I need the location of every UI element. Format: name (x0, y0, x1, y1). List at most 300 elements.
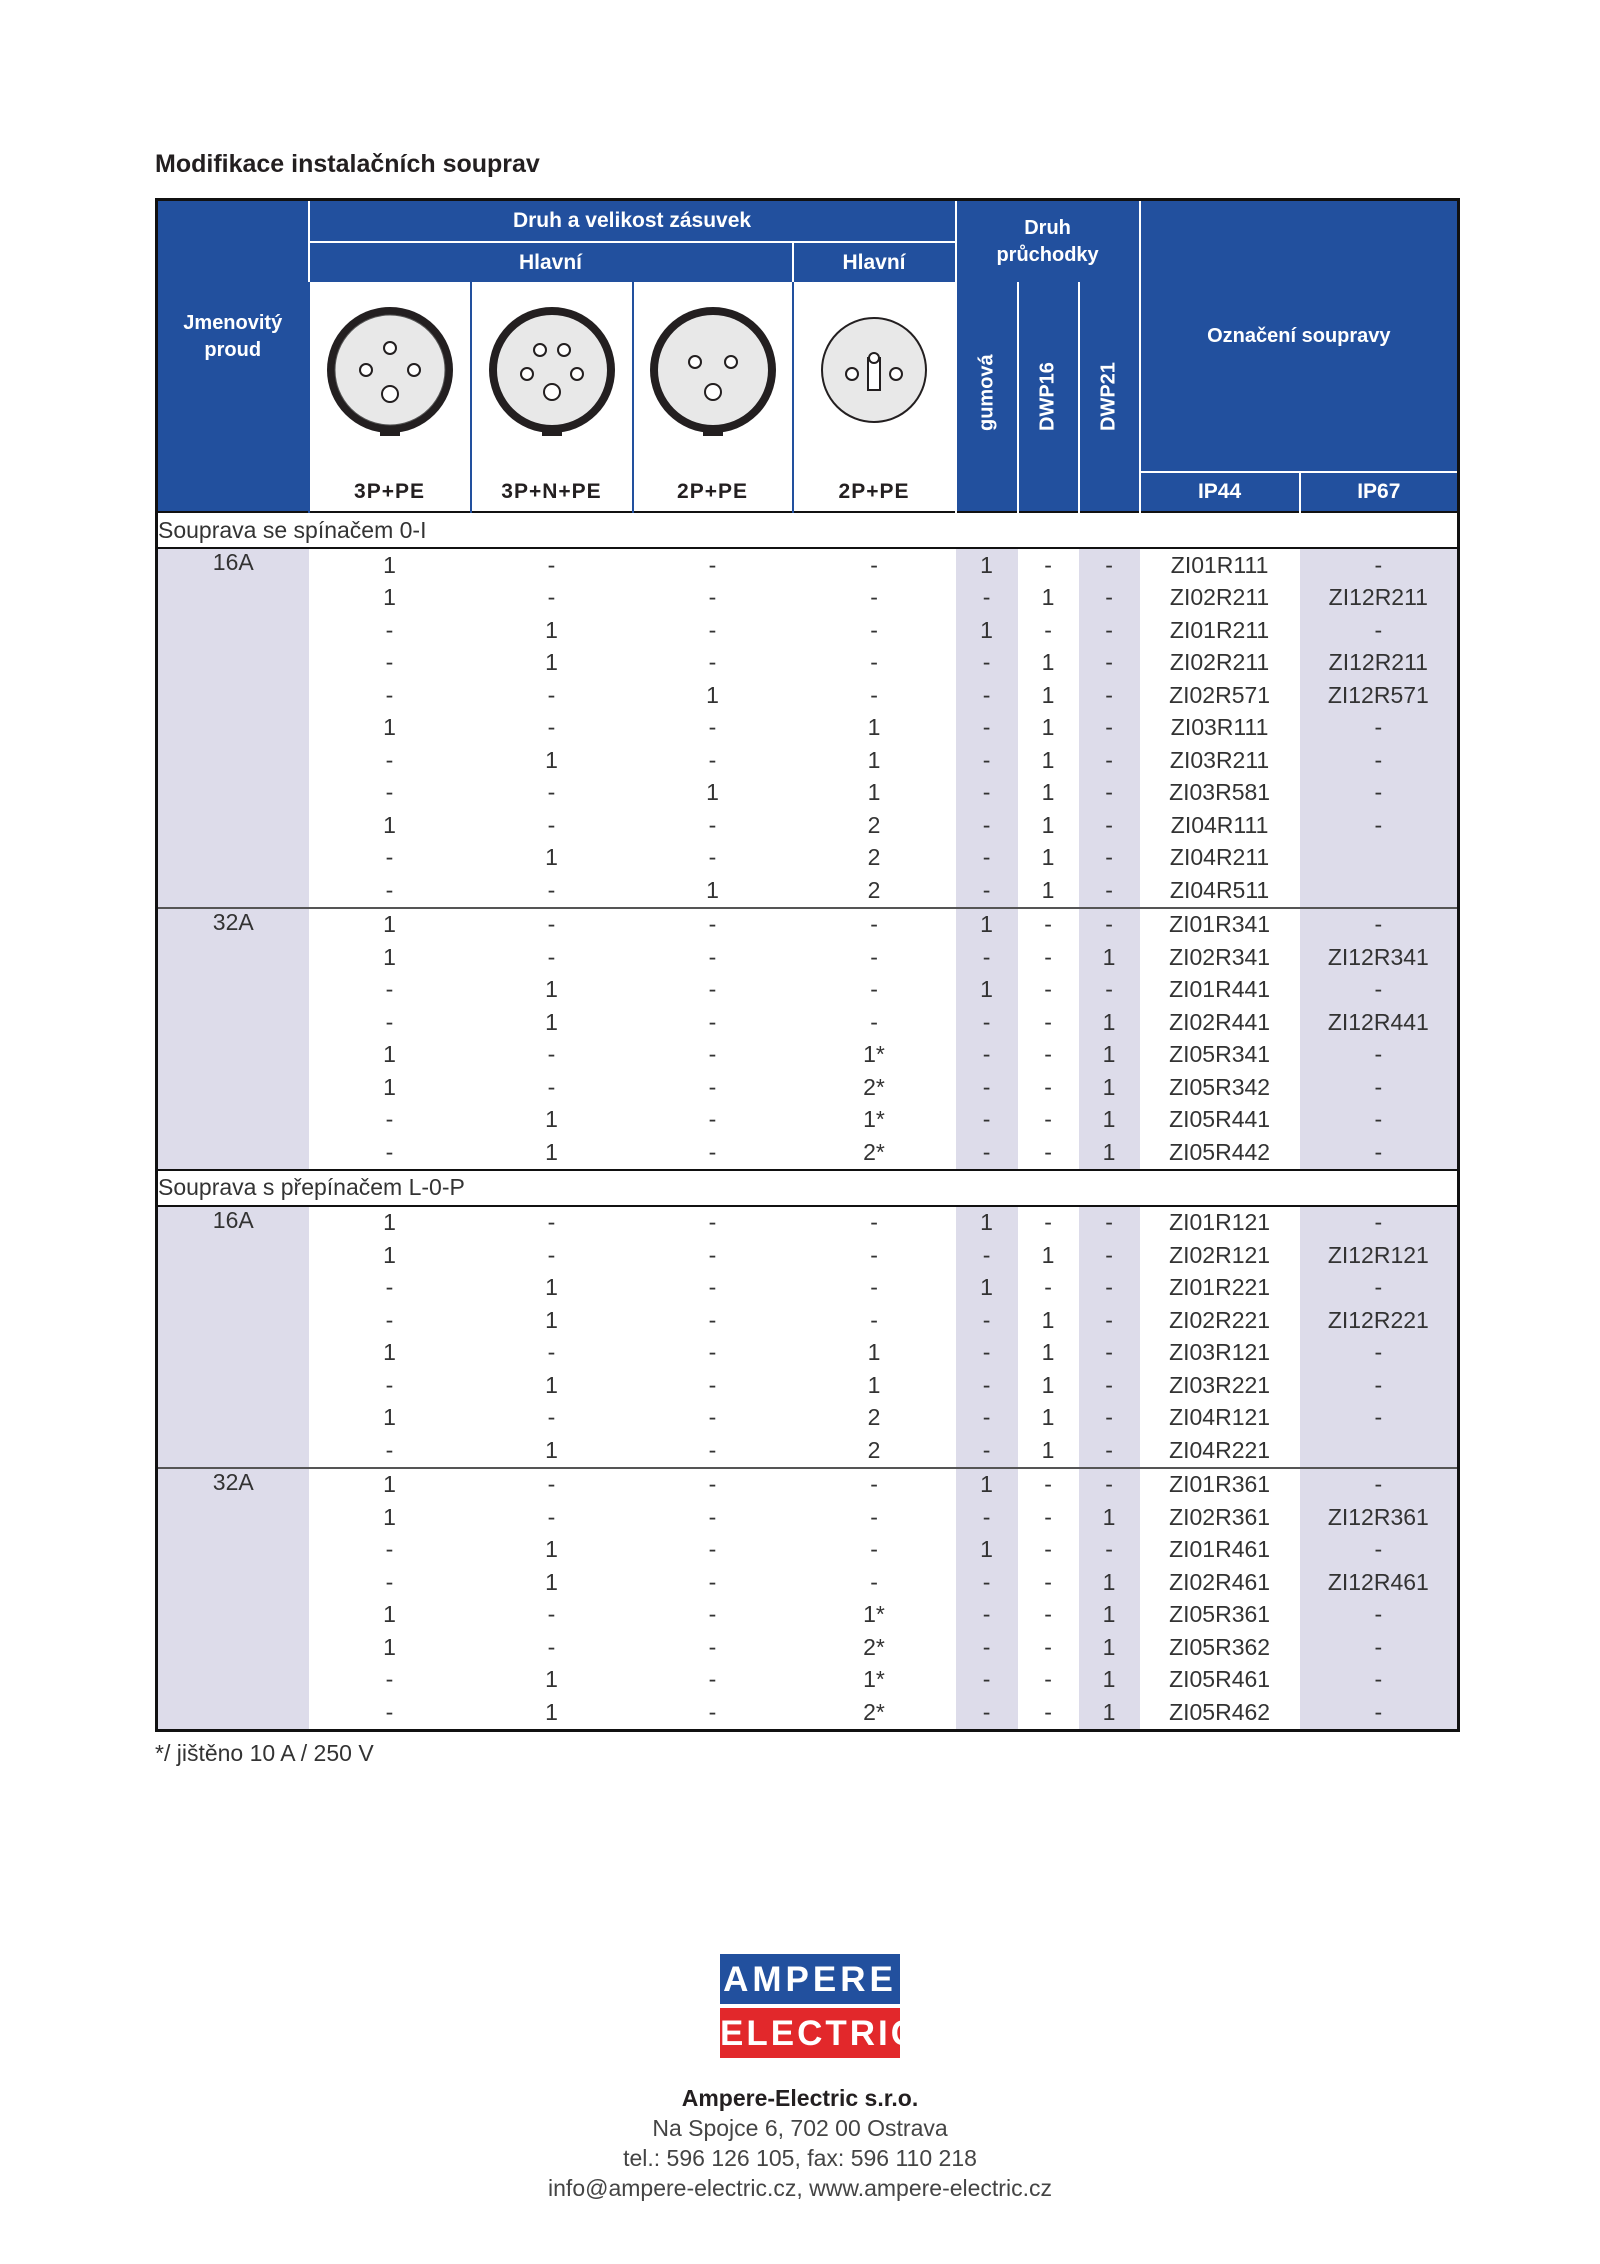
table-cell: 1 (545, 976, 558, 1003)
table-row (157, 842, 1459, 875)
table-cell: - (1079, 842, 1140, 875)
table-cell: - (870, 584, 878, 611)
table-cell: 2 (867, 844, 881, 871)
table-cell: - (385, 844, 394, 871)
table-cell: - (708, 976, 717, 1003)
installation-sets-table (155, 198, 1460, 1732)
table-cell: - (708, 1436, 717, 1463)
table-cell: ZI05R341 (1169, 1041, 1271, 1068)
table-cell: - (956, 842, 1018, 875)
table-cell: - (1079, 1337, 1140, 1370)
table-cell: - (1044, 976, 1052, 1003)
table-cell: ZI02R361 (1169, 1503, 1271, 1530)
table-cell: ZI03R121 (1169, 1339, 1271, 1366)
rated-current-cell: 16A (157, 1206, 309, 1468)
table-cell: - (1044, 1568, 1052, 1595)
table-cell: - (547, 714, 556, 741)
table-row (157, 548, 1459, 582)
table-cell: - (956, 582, 1018, 615)
table-cell: - (870, 616, 878, 643)
table-cell: - (385, 1436, 394, 1463)
table-cell: 1 (383, 1241, 396, 1268)
table-row (157, 1337, 1459, 1370)
table-cell: ZI04R211 (1169, 844, 1270, 871)
company-phone: tel.: 596 126 105, fax: 596 110 218 (623, 2145, 977, 2171)
table-cell: 1 (1079, 1566, 1140, 1599)
table-cell: ZI12R211 (1300, 647, 1459, 680)
rated-current-cell: 32A (157, 908, 309, 1170)
table-cell: - (547, 1633, 556, 1660)
table-row (157, 1631, 1459, 1664)
table-cell: - (1300, 1337, 1459, 1370)
table-cell: - (385, 976, 394, 1003)
table-cell: ZI01R361 (1140, 1468, 1300, 1502)
table-cell: - (956, 1434, 1018, 1468)
table-cell: - (1044, 1633, 1052, 1660)
table-cell: ZI12R341 (1300, 941, 1459, 974)
table-cell: - (956, 941, 1018, 974)
table-cell: ZI05R442 (1169, 1138, 1271, 1165)
table-row (157, 1104, 1459, 1137)
table-cell: - (1079, 809, 1140, 842)
table-cell: - (870, 681, 878, 708)
table-cell: 2* (863, 1138, 885, 1165)
table-cell: 1 (1079, 1104, 1140, 1137)
table-cell: - (1300, 1272, 1459, 1305)
table-cell: ZI01R341 (1140, 908, 1300, 942)
table-cell: - (1079, 712, 1140, 745)
table-cell: - (1300, 712, 1459, 745)
table-cell: - (1044, 1503, 1052, 1530)
table-cell: - (547, 811, 556, 838)
table-row (157, 1369, 1459, 1402)
table-cell: ZI05R462 (1169, 1698, 1271, 1725)
table-cell: 1 (706, 779, 719, 806)
table-cell: - (1044, 1106, 1052, 1133)
table-cell: - (956, 744, 1018, 777)
table-cell: 1 (1041, 811, 1055, 838)
table-cell: - (385, 1698, 394, 1725)
table-cell: - (1079, 1272, 1140, 1305)
table-cell: 1 (956, 974, 1018, 1007)
table-body (157, 512, 1459, 1730)
table-cell: - (956, 1631, 1018, 1664)
table-cell: - (956, 1402, 1018, 1435)
table-cell: - (385, 1106, 394, 1133)
table-cell: - (547, 584, 556, 611)
table-cell: 1 (545, 1371, 558, 1398)
table-cell: ZI12R121 (1300, 1239, 1459, 1272)
table-cell: - (793, 908, 956, 942)
table-cell: - (956, 1304, 1018, 1337)
table-row (157, 744, 1459, 777)
logo-bottom-text: ELECTRIC (720, 2008, 900, 2058)
table-row (157, 1468, 1459, 1502)
table-cell: 1 (1079, 1501, 1140, 1534)
table-cell: - (1079, 1369, 1140, 1402)
table-cell: - (1079, 1304, 1140, 1337)
table-row (157, 1599, 1459, 1632)
table-cell: 1 (309, 908, 471, 942)
table-cell: - (956, 712, 1018, 745)
table-cell: 1 (383, 1633, 396, 1660)
company-web: info@ampere-electric.cz, www.ampere-electric.cz (548, 2175, 1052, 2201)
table-cell: - (1044, 1536, 1052, 1563)
table-cell: - (547, 1404, 556, 1431)
section-label: Souprava s přepínačem L-0-P (157, 1170, 1459, 1206)
table-cell: - (1079, 582, 1140, 615)
table-cell: 1 (956, 1272, 1018, 1305)
table-cell: - (385, 876, 394, 903)
table-row (157, 1696, 1459, 1730)
table-cell: - (1079, 908, 1140, 942)
table-cell: - (793, 1468, 956, 1502)
table-cell: ZI04R221 (1169, 1436, 1271, 1463)
footnote: */ jištěno 10 A / 250 V (155, 1740, 374, 1766)
socket-3p-n-pe-icon (471, 282, 633, 472)
table-cell: - (708, 844, 717, 871)
table-row (157, 614, 1459, 647)
table-cell: - (1300, 908, 1459, 942)
table-cell: 1 (545, 1436, 558, 1463)
table-cell: - (1044, 1274, 1052, 1301)
table-cell: 1 (545, 746, 558, 773)
table-cell: - (870, 943, 878, 970)
table-row (157, 1566, 1459, 1599)
table-cell: 1 (1041, 779, 1055, 806)
table-cell: 1 (956, 614, 1018, 647)
table-cell: - (1300, 777, 1459, 810)
table-cell: 1 (383, 1339, 396, 1366)
table-cell: - (870, 1306, 878, 1333)
table-cell: - (385, 746, 394, 773)
table-row (157, 874, 1459, 908)
table-cell: - (1300, 1039, 1459, 1072)
bushing-rubber-header: gumová (956, 282, 1018, 472)
table-cell: 1 (1041, 746, 1055, 773)
table-cell: - (1079, 647, 1140, 680)
table-cell: 1 (867, 714, 881, 741)
table-cell: - (708, 1306, 717, 1333)
table-cell: 1* (863, 1601, 885, 1628)
table-cell: - (956, 1696, 1018, 1730)
table-cell: - (708, 943, 717, 970)
table-cell: ZI03R211 (1169, 746, 1270, 773)
table-cell: ZI04R111 (1170, 811, 1269, 838)
table-cell: - (1044, 1008, 1052, 1035)
table-cell: 1* (863, 1041, 885, 1068)
table-cell: 1 (1041, 876, 1055, 903)
table-cell: 2 (867, 876, 881, 903)
table-cell: - (1044, 1041, 1052, 1068)
table-cell: - (1300, 1664, 1459, 1697)
table-cell: - (1079, 679, 1140, 712)
table-cell: - (1018, 908, 1079, 942)
table-cell: 1* (863, 1106, 885, 1133)
table-cell: - (385, 1306, 394, 1333)
table-cell: - (956, 1566, 1018, 1599)
table-cell: - (547, 779, 556, 806)
table-cell: 1 (545, 1274, 558, 1301)
table-cell: ZI05R342 (1169, 1073, 1271, 1100)
table-cell (1300, 1434, 1459, 1468)
table-cell: ZI04R511 (1169, 876, 1270, 903)
main-sockets-header: Hlavní (309, 242, 793, 282)
table-cell: 1 (383, 1503, 396, 1530)
table-cell: ZI12R361 (1300, 1501, 1459, 1534)
table-cell: ZI01R461 (1169, 1536, 1271, 1563)
table-cell: 1 (1041, 681, 1055, 708)
table-cell: ZI02R211 (1169, 584, 1270, 611)
table-cell: 1 (383, 943, 396, 970)
table-cell: - (956, 1071, 1018, 1104)
socket-type-label: 2P+PE (633, 472, 793, 512)
table-cell: ZI12R221 (1300, 1304, 1459, 1337)
table-cell: - (1044, 551, 1052, 578)
table-cell: ZI05R441 (1169, 1106, 1271, 1133)
table-cell: 1 (383, 1041, 396, 1068)
table-cell: 1 (1079, 941, 1140, 974)
table-cell: 1 (867, 779, 881, 806)
table-cell: - (1079, 974, 1140, 1007)
table-row (157, 1239, 1459, 1272)
table-cell: - (956, 1599, 1018, 1632)
table-cell: - (956, 1006, 1018, 1039)
table-row (157, 582, 1459, 615)
table-cell: 1 (545, 1106, 558, 1133)
table-cell: 1 (867, 746, 881, 773)
table-cell: - (708, 1209, 717, 1236)
table-cell: - (1044, 1138, 1052, 1165)
table-cell: - (1300, 1369, 1459, 1402)
table-cell: ZI02R121 (1169, 1241, 1271, 1268)
table-cell: - (547, 1601, 556, 1628)
logo-top-text: AMPERE (720, 1954, 900, 2004)
table-cell: - (547, 1073, 556, 1100)
table-cell: 1 (1041, 1404, 1055, 1431)
table-cell: - (633, 1468, 793, 1502)
table-cell: - (708, 551, 717, 578)
bushing-dwp21-header: DWP21 (1079, 282, 1140, 472)
table-cell: ZI12R571 (1300, 679, 1459, 712)
section-row (157, 512, 1459, 548)
table-cell: - (708, 1633, 717, 1660)
table-cell: - (708, 1106, 717, 1133)
table-cell: - (870, 1274, 878, 1301)
page-title: Modifikace instalačních souprav (155, 150, 540, 178)
table-cell: 2 (867, 811, 881, 838)
table-cell (1300, 842, 1459, 875)
table-cell: ZI03R111 (1170, 714, 1269, 741)
table-cell: - (1300, 1104, 1459, 1137)
table-cell: - (1300, 1402, 1459, 1435)
table-cell: 1 (1079, 1006, 1140, 1039)
table-cell: ZI01R211 (1169, 616, 1270, 643)
table-cell: - (956, 679, 1018, 712)
table-cell: 1 (1079, 1631, 1140, 1664)
table-row (157, 1664, 1459, 1697)
table-cell: - (547, 943, 556, 970)
table-row (157, 1071, 1459, 1104)
table-cell: - (1300, 1136, 1459, 1170)
table-cell: 1 (1041, 844, 1055, 871)
company-logo (720, 1954, 919, 2058)
socket-3p-pe-icon (309, 282, 471, 472)
table-cell: - (1044, 1601, 1052, 1628)
section-row (157, 1170, 1459, 1206)
table-cell: 1 (1041, 649, 1055, 676)
table-cell: 1* (863, 1666, 885, 1693)
table-cell: 1 (545, 649, 558, 676)
table-cell: 1 (706, 876, 719, 903)
table-cell: - (870, 551, 878, 578)
main-socket-header-2: Hlavní (793, 242, 956, 282)
table-cell: - (956, 647, 1018, 680)
table-cell: - (708, 649, 717, 676)
table-cell: - (385, 779, 394, 806)
table-cell: - (708, 1698, 717, 1725)
table-cell: - (870, 649, 878, 676)
table-cell: - (1300, 614, 1459, 647)
table-cell: - (633, 908, 793, 942)
table-cell: 1 (1041, 714, 1055, 741)
table-cell: 2* (863, 1698, 885, 1725)
table-cell: - (956, 1501, 1018, 1534)
table-cell: - (385, 1008, 394, 1035)
table-cell: - (708, 811, 717, 838)
table-cell: - (385, 1138, 394, 1165)
table-cell: - (385, 616, 394, 643)
table-cell: - (547, 1241, 556, 1268)
table-cell: 2 (867, 1436, 881, 1463)
bushing-header: Druh průchodky (956, 200, 1140, 283)
ip44-header: IP44 (1140, 472, 1300, 512)
table-cell: 1 (1079, 1696, 1140, 1730)
table-cell: - (1044, 943, 1052, 970)
table-cell (1300, 874, 1459, 908)
table-cell: - (471, 908, 633, 942)
table-cell: - (471, 1468, 633, 1502)
company-address: Na Spojce 6, 702 00 Ostrava (652, 2115, 948, 2141)
table-cell: - (1300, 1696, 1459, 1730)
table-cell: ZI01R221 (1169, 1274, 1271, 1301)
table-cell: - (956, 1039, 1018, 1072)
table-cell: 1 (956, 1468, 1018, 1502)
designation-header: Označení soupravy (1140, 200, 1459, 473)
table-cell: 1 (383, 584, 396, 611)
table-cell: - (1300, 1599, 1459, 1632)
table-cell: - (956, 1104, 1018, 1137)
table-cell: 1 (545, 1138, 558, 1165)
table-cell: - (1044, 1209, 1052, 1236)
table-cell: ZI02R341 (1169, 943, 1271, 970)
table-cell: - (385, 1666, 394, 1693)
table-cell: - (708, 1666, 717, 1693)
table-cell: - (1044, 616, 1052, 643)
table-cell: - (1044, 1698, 1052, 1725)
table-row (157, 908, 1459, 942)
table-cell: 1 (1041, 1241, 1055, 1268)
table-cell: - (708, 1274, 717, 1301)
table-cell: 1 (545, 1536, 558, 1563)
table-cell: - (956, 1136, 1018, 1170)
table-cell: 2* (863, 1633, 885, 1660)
table-row (157, 1039, 1459, 1072)
table-cell: 1 (545, 844, 558, 871)
table-cell: 1 (1079, 1136, 1140, 1170)
table-cell: - (385, 1371, 394, 1398)
table-cell: - (1079, 1206, 1140, 1240)
table-cell: 1 (383, 1601, 396, 1628)
table-cell: - (1079, 1534, 1140, 1567)
table-cell: - (1018, 1468, 1079, 1502)
table-cell: ZI02R211 (1169, 649, 1270, 676)
table-cell: - (870, 976, 878, 1003)
table-cell: ZI12R461 (1300, 1566, 1459, 1599)
table-row (157, 712, 1459, 745)
table-row (157, 1501, 1459, 1534)
table-cell: 1 (545, 1568, 558, 1595)
table-cell: 2 (867, 1404, 881, 1431)
rated-current-cell: 32A (157, 1468, 309, 1731)
table-cell: - (708, 1601, 717, 1628)
table-cell: - (1300, 548, 1459, 582)
table-cell: 1 (383, 714, 396, 741)
table-cell: - (870, 1209, 878, 1236)
table-cell: - (385, 1536, 394, 1563)
table-cell: - (708, 616, 717, 643)
table-cell: - (385, 1274, 394, 1301)
table-cell: - (956, 777, 1018, 810)
table-row (157, 809, 1459, 842)
table-cell: 1 (383, 811, 396, 838)
table-cell: 1 (545, 616, 558, 643)
table-row (157, 941, 1459, 974)
table-cell: - (956, 809, 1018, 842)
table-cell: - (547, 876, 556, 903)
table-row (157, 1434, 1459, 1468)
table-cell: - (870, 1568, 878, 1595)
table-cell: - (547, 1503, 556, 1530)
socket-2p-pe-schuko-icon (793, 282, 956, 472)
table-cell: 1 (706, 681, 719, 708)
table-cell: ZI01R121 (1169, 1209, 1271, 1236)
table-cell: - (1079, 1239, 1140, 1272)
table-cell: ZI03R581 (1169, 779, 1271, 806)
table-cell: - (1079, 614, 1140, 647)
table-row (157, 1006, 1459, 1039)
table-cell: ZI02R441 (1169, 1008, 1271, 1035)
table-cell: - (385, 649, 394, 676)
table-cell: ZI01R111 (1170, 551, 1269, 578)
table-cell: - (1079, 1468, 1140, 1502)
table-cell: 1 (545, 1698, 558, 1725)
table-cell: - (1044, 1073, 1052, 1100)
table-cell: - (1300, 1631, 1459, 1664)
table-cell: 1 (1041, 1436, 1055, 1463)
company-name: Ampere-Electric s.r.o. (681, 2085, 919, 2111)
table-cell: - (547, 1041, 556, 1068)
table-cell: 1 (956, 1534, 1018, 1567)
table-cell: - (1079, 777, 1140, 810)
table-cell: 2* (863, 1073, 885, 1100)
table-row (157, 1402, 1459, 1435)
table-cell: - (1079, 874, 1140, 908)
socket-type-label: 3P+PE (309, 472, 471, 512)
table-cell: 1 (1041, 1306, 1055, 1333)
ip67-header: IP67 (1300, 472, 1459, 512)
table-cell: 1 (1041, 1339, 1055, 1366)
